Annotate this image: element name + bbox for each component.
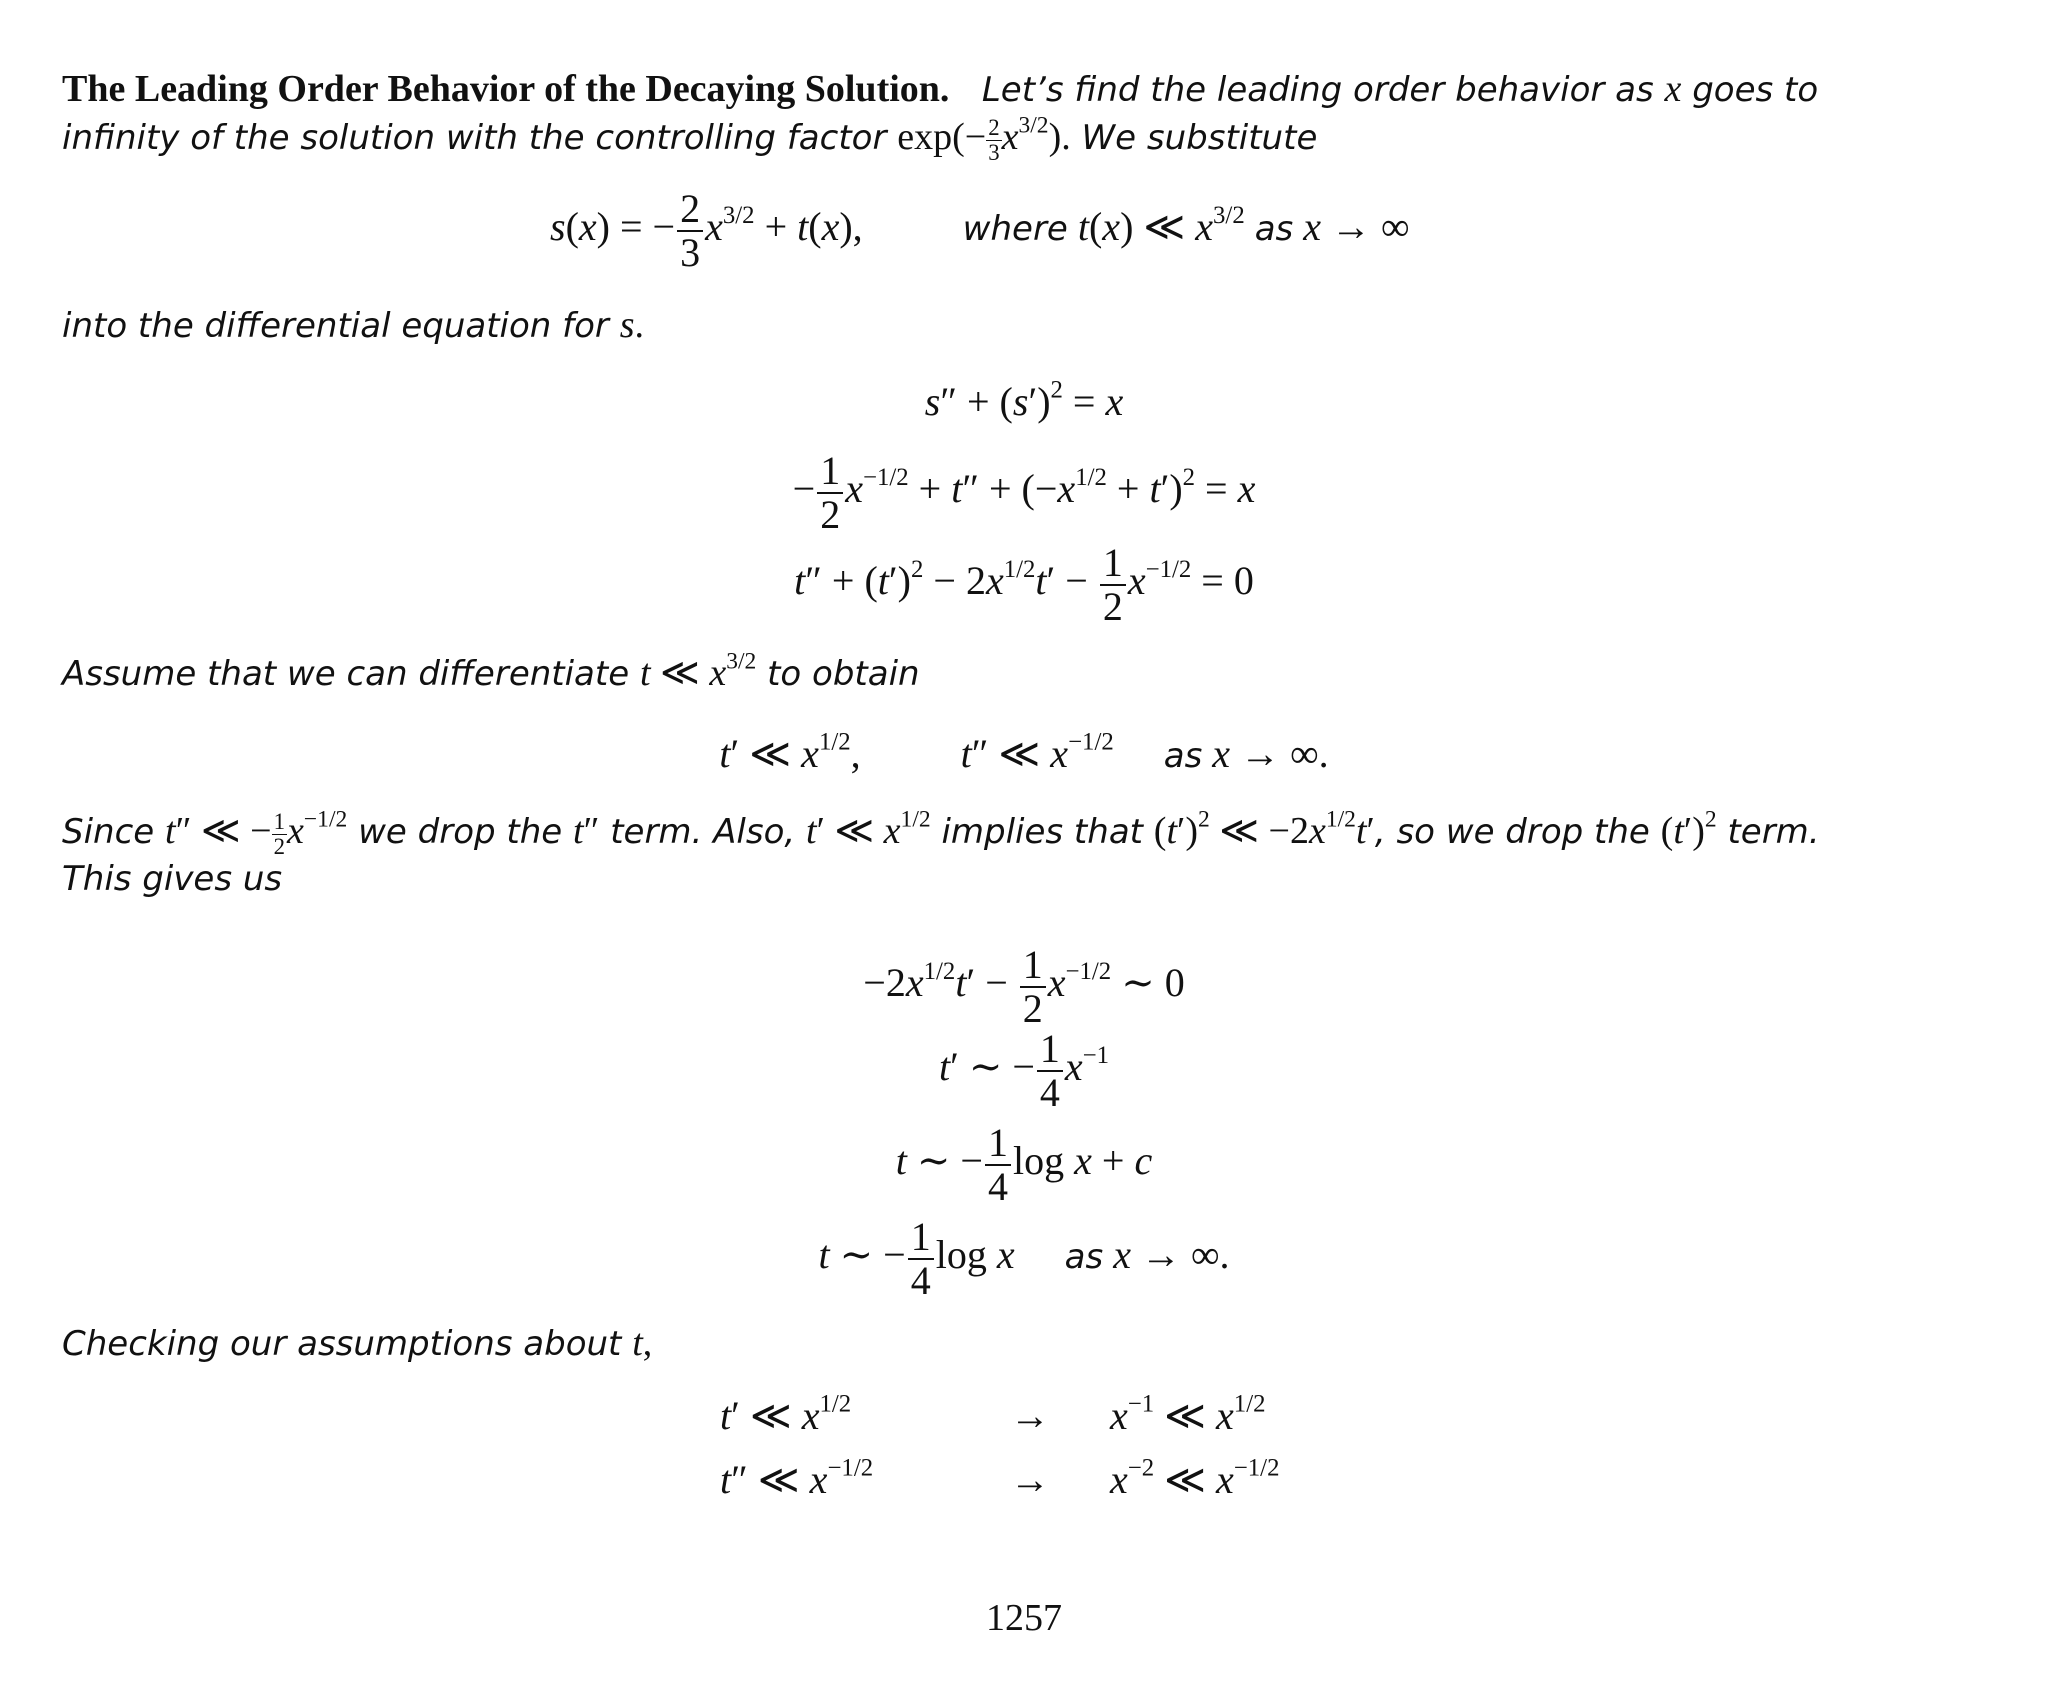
gives-text: This gives us (62, 859, 283, 899)
document-page: The Leading Order Behavior of the Decaying Solution. Let’s find the leading order behavior as x goes to infinity of the solution with the controlling factor exp(− $\frac{2}{3}$ $x^{3/2}$). We substitute s(x) = − $\frac{2}{3}$ $x^{3/2} + t(x)$, where t(x) ≪ $x^{3/2}$ as x → ∞ into the differential equation for s. $s'' + (s')^2 = x$ − $\frac{1}{2}$ $x^{-1/2} + t'' + (-x^{1/2} + t')^2 = x$ $t'' + (t')^2 - 2x^{1/2}t'$ − $\frac{1}{2}$ $x^{-1/2} = 0$ Assume that we can differentiate t ≪ $x^{3/2}$ to obtain t′ ≪ $x^{1/2}$, t″ ≪ $x^{-1/2}$ as x → ∞. Since t″ ≪ − $\frac{1}{2}$ $x^{-1/2}$ we drop the t″ term. Also, t′ ≪ $x^{1/2}$ implies that $(t')^2$ ≪ $-2x^{1/2}t'$, so we drop the $(t')^2$ term. This gives us $-2x^{1/2}t'$ − $\frac{1}{2}$ $x^{-1/2}$ ∼ 0 t′ ∼ − $\frac{1}{4}$ $x^{-1}$ t ∼ − $\frac{1}{4}$ log x + c t ∼ − $\frac{1}{4}$ log x as x → ∞. Checking our assumptions about t, t′ ≪ $x^{1/2}$ → $x^{-1}$ ≪ $x^{1/2}$ t″ ≪ $x^{-1/2}$ → $x^{-2}$ ≪ $x^{-1/2}$ 1257 (0, 0, 2048, 1687)
section-heading: The Leading Order Behavior of the Decaying Solution. (62, 68, 950, 110)
since-text-d: implies that (941, 812, 1143, 852)
equation-simplified: $t'' + (t')^2 - 2x^{1/2}t'$ − $\frac{1}{2}$ $x^{-1/2} = 0$ (794, 540, 1254, 629)
as-label-2: as (1163, 736, 1203, 776)
checking-text: Checking our assumptions about (62, 1324, 622, 1364)
as-label-1: as (1254, 209, 1294, 250)
as-label-3: as (1064, 1237, 1104, 1278)
since-line-2 (62, 856, 282, 902)
equation-derivative-bounds: t′ ≪ $x^{1/2}$, t″ ≪ $x^{-1/2}$ as x → ∞. (719, 728, 1329, 776)
intro-text-c: infinity of the solution with the controlling factor (62, 118, 887, 158)
equation-substituted: − $\frac{1}{2}$ $x^{-1/2} + t'' + (-x^{1/2} + t')^2 = x$ (792, 448, 1256, 537)
equation-ode: $s'' + (s')^2 = x$ (924, 376, 1124, 424)
equation-t-prime: t′ ∼ − $\frac{1}{4}$ $x^{-1}$ (938, 1026, 1110, 1115)
intro-text-a: Let’s find the leading order behavior as (981, 70, 1654, 110)
since-text-c: term. Also, (610, 812, 796, 852)
since-text-e: , so we drop the (1374, 812, 1650, 852)
intro-text-d: We substitute (1081, 118, 1318, 158)
since-text-b: we drop the (358, 812, 563, 852)
since-text-a: Since (62, 812, 155, 852)
page-number: 1257 (986, 1597, 1062, 1639)
intro-line-1: The Leading Order Behavior of the Decaying Solution. Let’s find the leading order behavior as x goes to (62, 68, 1819, 110)
where-label: where (962, 209, 1068, 250)
substitution-equation: s(x) = − $\frac{2}{3}$ $x^{3/2} + t(x)$, where t(x) ≪ $x^{3/2}$ as x → ∞ (550, 186, 1410, 275)
assume-text-a: Assume that we can differentiate (62, 654, 630, 694)
since-text-f: term. (1727, 812, 1820, 852)
checking-line: Checking our assumptions about t, (62, 1322, 653, 1364)
intro-line-2 (62, 114, 1317, 165)
equation-t-leading: t ∼ − $\frac{1}{4}$ log x as x → ∞. (818, 1214, 1230, 1303)
into-line: into the differential equation for s. (62, 304, 645, 346)
assume-text-b: to obtain (767, 654, 920, 694)
controlling-factor: exp(− $\frac{2}{3}$ $x^{3/2}$). (897, 112, 1071, 165)
equation-dominant-balance: $-2x^{1/2}t'$ − $\frac{1}{2}$ $x^{-1/2}$ ∼ 0 (863, 942, 1185, 1031)
equation-t-with-constant: t ∼ − $\frac{1}{4}$ log x + c (895, 1120, 1153, 1209)
intro-text-b: goes to (1692, 70, 1819, 110)
assume-line: Assume that we can differentiate t ≪ $x^{3/2}$ to obtain (62, 648, 920, 694)
since-line-1: Since t″ ≪ − $\frac{1}{2}$ $x^{-1/2}$ we drop the t″ term. Also, t′ ≪ $x^{1/2}$ implies that $(t')^2$ ≪ $-2x^{1/2}t'$, so we drop the $(t')^2$ term. (62, 806, 1820, 859)
into-text: into the differential equation for (62, 306, 609, 346)
